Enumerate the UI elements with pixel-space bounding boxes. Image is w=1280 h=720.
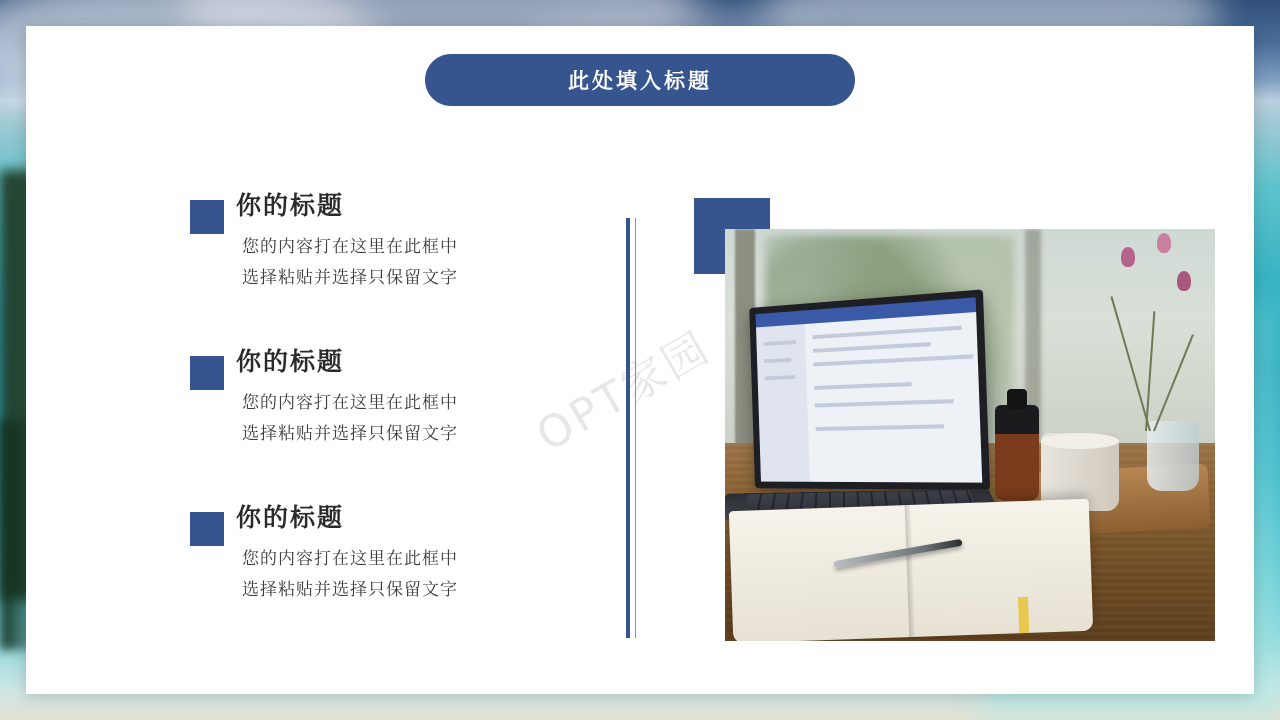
list-item-body-line2: 选择粘贴并选择只保留文字	[242, 268, 458, 289]
list-item-body-line2: 选择粘贴并选择只保留文字	[242, 580, 458, 601]
list-item	[164, 498, 594, 607]
page-title: 此处填入标题	[568, 69, 712, 93]
flower-stems	[1091, 231, 1211, 431]
slide-card	[26, 26, 1254, 694]
list-item-body-line1: 您的内容打在这里在此框中	[242, 237, 458, 257]
content-line	[815, 424, 944, 431]
open-notebook	[729, 499, 1093, 641]
slide-title-pill	[425, 54, 855, 106]
content-line	[813, 342, 931, 353]
list-item-heading: 你的标题	[236, 191, 345, 220]
square-bullet-icon	[190, 512, 224, 546]
vertical-divider	[626, 218, 630, 638]
list-item-body-line1: 您的内容打在这里在此框中	[242, 548, 458, 569]
bookmark-ribbon	[1018, 597, 1029, 633]
square-bullet-icon	[190, 200, 224, 234]
vertical-divider-thin	[635, 218, 636, 638]
app-sidebar	[756, 324, 810, 482]
list-item-heading: 你的标题	[236, 346, 345, 376]
list-item-heading: 你的标题	[236, 502, 345, 532]
content-line	[815, 399, 954, 407]
content-line	[814, 382, 911, 390]
list-item-body-line2: 选择粘贴并选择只保留文字	[242, 424, 458, 445]
content-line	[813, 354, 973, 366]
laptop-screen	[749, 289, 990, 490]
bullet-list	[164, 186, 594, 607]
list-item-body-line1: 您的内容打在这里在此框中	[242, 392, 458, 413]
laptop-screen-content	[756, 297, 983, 482]
list-item	[164, 186, 594, 295]
square-bullet-icon	[190, 356, 224, 390]
desk-photo	[725, 229, 1215, 641]
bottle	[995, 405, 1039, 501]
list-item	[164, 342, 594, 451]
watermark-text: OPT家园	[528, 322, 720, 462]
content-line	[812, 326, 961, 340]
